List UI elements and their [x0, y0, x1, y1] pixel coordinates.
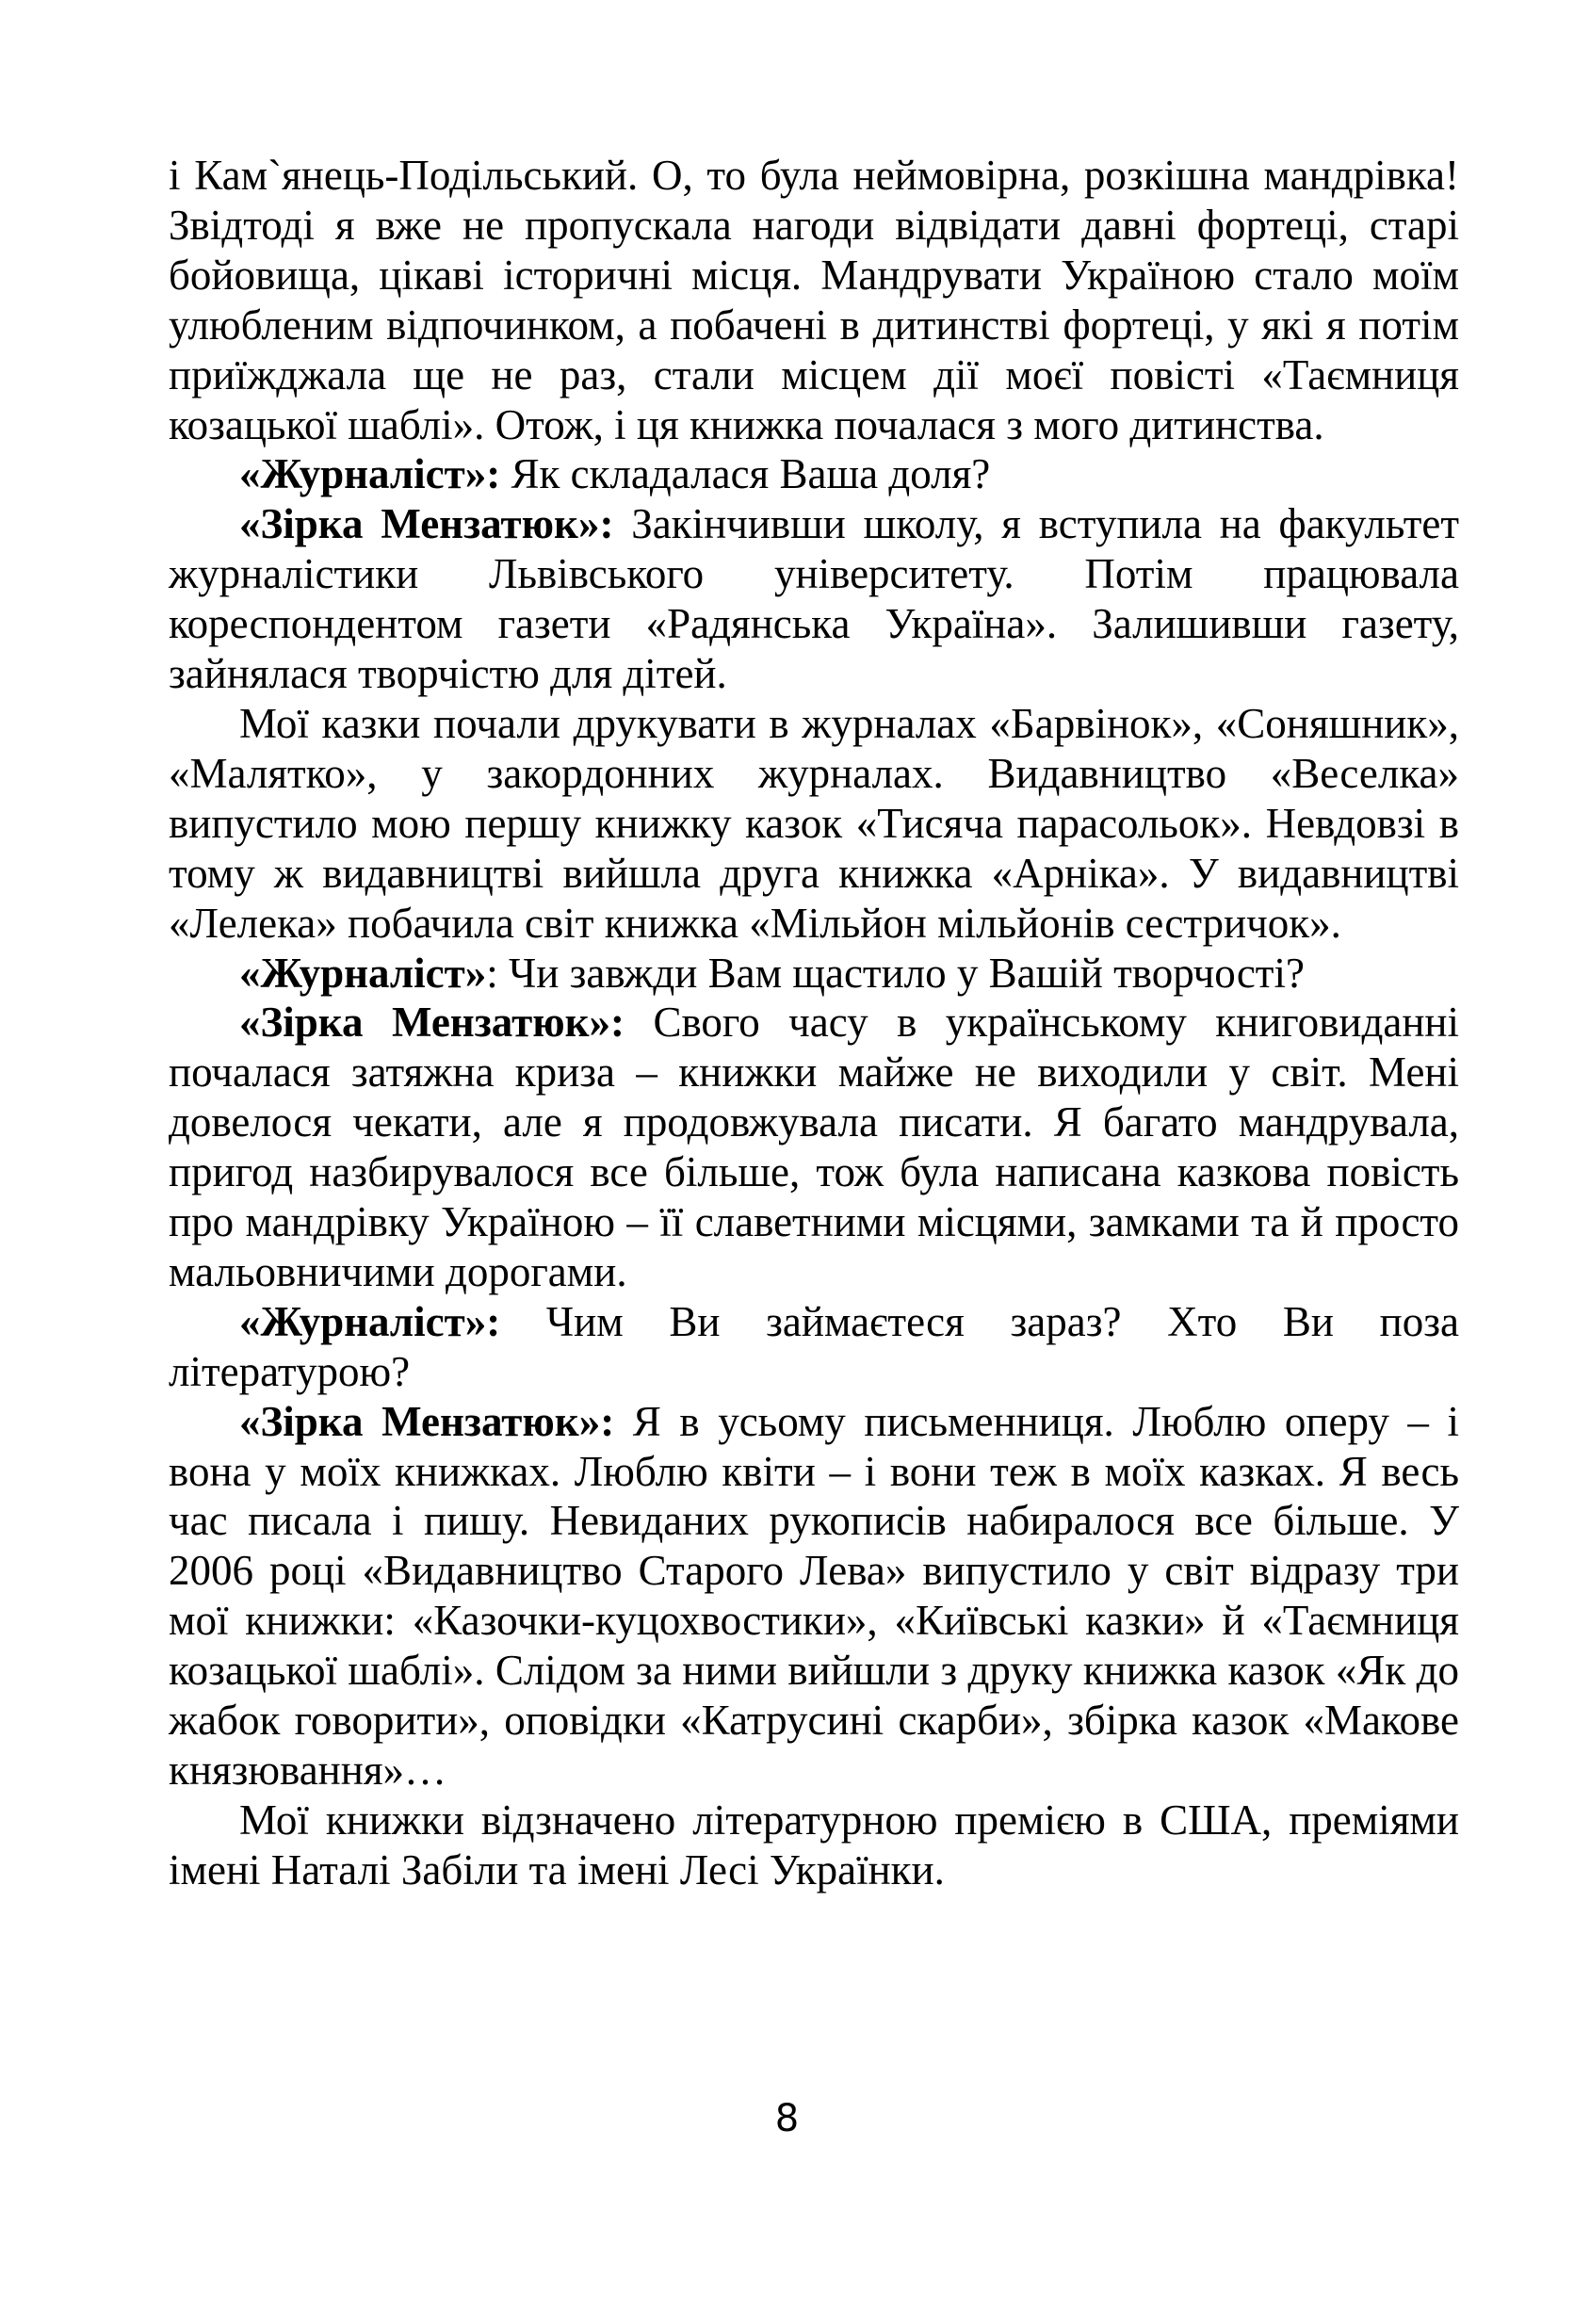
- speaker-label: «Журналіст»: [239, 949, 487, 997]
- page-number: 8: [774, 2097, 800, 2140]
- paragraph-2: [169, 449, 1459, 499]
- paragraph-3: [169, 499, 1459, 699]
- paragraph-7: [169, 1297, 1459, 1397]
- paragraph-text: і Кам`янець-Подільський. О, то була неймовірна, розкішна мандрівка! Звідтоді я вже не пропускала нагоди відвідати давні фортеці, старі бойовища, цікаві історичні місця. Мандрувати Україною стало моїм улюбленим відпочинком, а побачені в дитинстві фортеці, у які я потім приїжджала ще не раз, стали місцем дії моєї повісті «Таємниця козацької шаблі». Отож, і ця книжка почалася з мого дитинства.: [169, 152, 1459, 448]
- speaker-label: «Зірка Мензатюк»:: [239, 1397, 615, 1445]
- paragraph-5: [169, 949, 1459, 999]
- paragraph-text: Свого часу в українському книговиданні почалася затяжна криза – книжки майже не виходили у світ. Мені довелося чекати, але я продовжувала писати. Я багато мандрувала, пригод назбирувалося все більше, тож була написана казкова повість про мандрівку Україною – її славетними місцями, замками та й просто мальовничими дорогами.: [169, 999, 1459, 1295]
- speaker-label: «Зірка Мензатюк»:: [239, 999, 625, 1047]
- paragraph-1: [169, 151, 1459, 449]
- paragraph-text: : Чи завжди Вам щастило у Вашій творчості?: [486, 949, 1305, 997]
- paragraph-8: [169, 1397, 1459, 1796]
- speaker-label: «Зірка Мензатюк»:: [239, 500, 614, 548]
- paragraph-4: [169, 699, 1459, 949]
- paragraph-text: Закінчивши школу, я вступила на факультет журналістики Львівського університету. Потім працювала кореспондентом газети «Радянська Україна». Залишивши газету, зайнялася творчістю для дітей.: [169, 500, 1459, 698]
- paragraph-text: Як складалася Ваша доля?: [500, 450, 991, 498]
- paragraph-text: Мої книжки відзначено літературною премією в США, преміями імені Наталі Забіли та імені Лесі Українки.: [169, 1796, 1459, 1893]
- paragraph-text: Я в усьому письменниця. Люблю оперу – і вона у моїх книжках. Люблю квіти – і вони теж в моїх казках. Я весь час писала і пишу. Невиданих рукописів набиралося все більше. У 2006 році «Видавництво Старого Лева» випустило у світ відразу три мої книжки: «Казочки-куцохвостики», «Київські казки» й «Таємниця козацької шаблі». Слідом за ними вийшли з друку книжка казок «Як до жабок говорити», оповідки «Катрусині скарби», збірка казок «Макове князювання»…: [169, 1397, 1460, 1794]
- document-body: [169, 151, 1459, 1895]
- paragraph-text: Мої казки почали друкувати в журналах «Барвінок», «Соняшник», «Малятко», у закордонних журналах. Видавництво «Веселка» випустило мою першу книжку казок «Тисяча парасольок». Невдовзі в тому ж видавництві вийшла друга книжка «Арніка». У видавництві «Лелека» побачила світ книжка «Мільйон мільйонів сестричок».: [169, 699, 1459, 947]
- speaker-label: «Журналіст»:: [239, 1297, 501, 1345]
- paragraph-text: Чим Ви займаєтеся зараз? Хто Ви поза літературою?: [169, 1297, 1459, 1395]
- paragraph-9: [169, 1796, 1459, 1895]
- paragraph-6: [169, 998, 1459, 1296]
- speaker-label: «Журналіст»:: [239, 450, 501, 498]
